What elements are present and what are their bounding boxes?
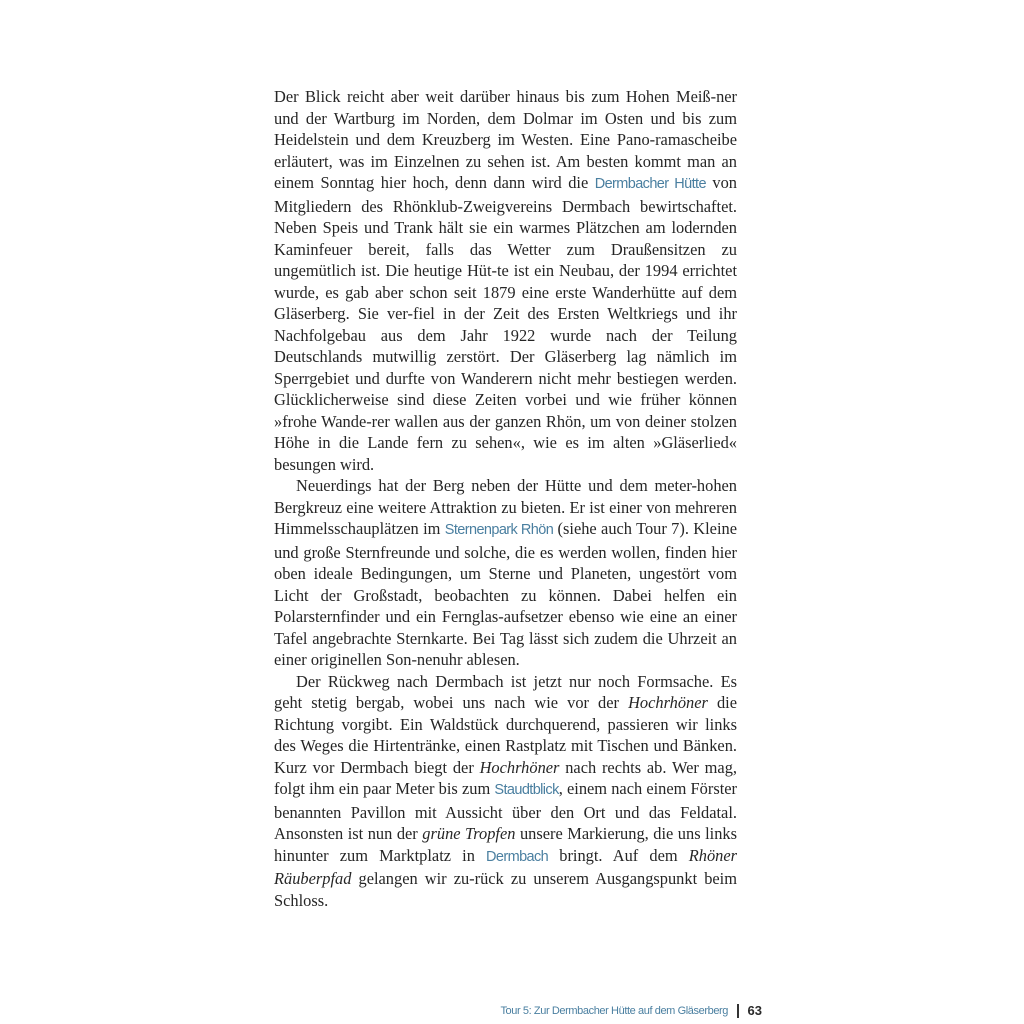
- text-run: Der Blick reicht aber weit darüber hinaus bis zum Hohen Meiß-ner und der Wartburg im Norden, dem Dolmar im Osten und bis zum Heidelstein und dem Kreuzberg im Westen. Eine Pano-ramascheibe erläutert, was im Einzelnen zu sehen ist. Am besten kommt man an einem Sonntag hier hoch, denn dann wird die: [274, 87, 737, 192]
- footer-divider: [737, 1004, 739, 1018]
- trail-name-hochrhoener: Hochrhöner: [479, 757, 560, 777]
- page-footer: [500, 1003, 762, 1018]
- trail-name-hochrhoener: Hochrhöner: [628, 693, 708, 712]
- page-number: 63: [747, 1003, 762, 1018]
- text-run: nach rechts ab. Wer mag, folgt ihm ein paar Meter bis zum: [274, 757, 737, 798]
- place-name-dermbach: Dermbach: [486, 848, 549, 865]
- place-name-dermbacher-huette: Dermbacher Hütte: [594, 176, 706, 192]
- text-run: gelangen wir zu-rück zu unserem Ausgangspunkt beim Schloss.: [274, 869, 737, 910]
- trail-name-gruene-tropfen: grüne Tropfen: [422, 824, 516, 843]
- place-name-sternenpark-rhoen: Sternenpark Rhön: [444, 522, 554, 538]
- text-run: die Richtung vorgibt. Ein Waldstück durchquerend, passieren wir links des Weges die Hirtentränke, einen Rastplatz mit Tischen und Bänken. Kurz vor Dermbach biegt der: [274, 693, 737, 777]
- paragraph-2: [274, 475, 737, 671]
- body-text: [274, 86, 737, 911]
- place-name-staudtblick: Staudtblick: [494, 782, 559, 798]
- paragraph-3: [274, 671, 737, 912]
- text-run: , einem nach einem Förster benannten Pavillon mit Aussicht über den Ort und das Feldatal. Ansonsten ist nun der: [274, 779, 737, 843]
- running-title: Tour 5: Zur Dermbacher Hütte auf dem Gläserberg: [500, 1004, 729, 1017]
- text-run: Neuerdings hat der Berg neben der Hütte und dem meter-hohen Bergkreuz eine weitere Attraktion zu bieten. Er ist einer von mehreren Himmelsschauplätzen im: [274, 476, 737, 538]
- trail-name-rhoener-raeuberpfad: Rhöner Räuberpfad: [274, 845, 737, 888]
- paragraph-1: [274, 86, 737, 475]
- text-run: unsere Markierung, die uns links hinunter zum Marktplatz in: [274, 824, 737, 865]
- text-run: von Mitgliedern des Rhönklub-Zweigvereins Dermbach bewirtschaftet. Neben Speis und Trank hält sie ein warmes Plätzchen am lodernden Kaminfeuer bereit, falls das Wetter zum Draußensitzen zu ungemütlich ist. Die heutige Hüt-te ist ein Neubau, der 1994 errichtet wurde, es gab aber schon seit 1879 eine erste Wanderhütte auf dem Gläserberg. Sie ver-fiel in der Zeit des Ersten Weltkriegs und ihr Nachfolgebau aus dem Jahr 1922 wurde nach der Teilung Deutschlands mutwillig zerstört. Der Gläserberg lag nämlich im Sperrgebiet und durfte von Wanderern nicht mehr bestiegen werden. Glücklicherweise sind diese Zeiten vorbei und wie früher können »frohe Wande-rer wallen aus der ganzen Rhön, um von deiner stolzen Höhe in die Lande fern zu sehen«, wie es im alten »Gläserlied« besungen wird.: [274, 173, 737, 474]
- text-run: bringt. Auf dem: [548, 845, 689, 865]
- text-run: Der Rückweg nach Dermbach ist jetzt nur noch Formsache. Es geht stetig bergab, wobei uns nach wie vor der: [274, 671, 737, 712]
- text-run: (siehe auch Tour 7). Kleine und große Sternfreunde und solche, die es werden wollen, finden hier oben ideale Bedingungen, um Sterne und Planeten, ungestört vom Licht der Großstadt, beobachten zu können. Dabei helfen ein Polarsternfinder und ein Fernglas-aufsetzer ebenso wie eine an einer Tafel angebrachte Sternkarte. Bei Tag lässt sich zudem die Uhrzeit an einer originellen Son-nenuhr ablesen.: [274, 519, 737, 669]
